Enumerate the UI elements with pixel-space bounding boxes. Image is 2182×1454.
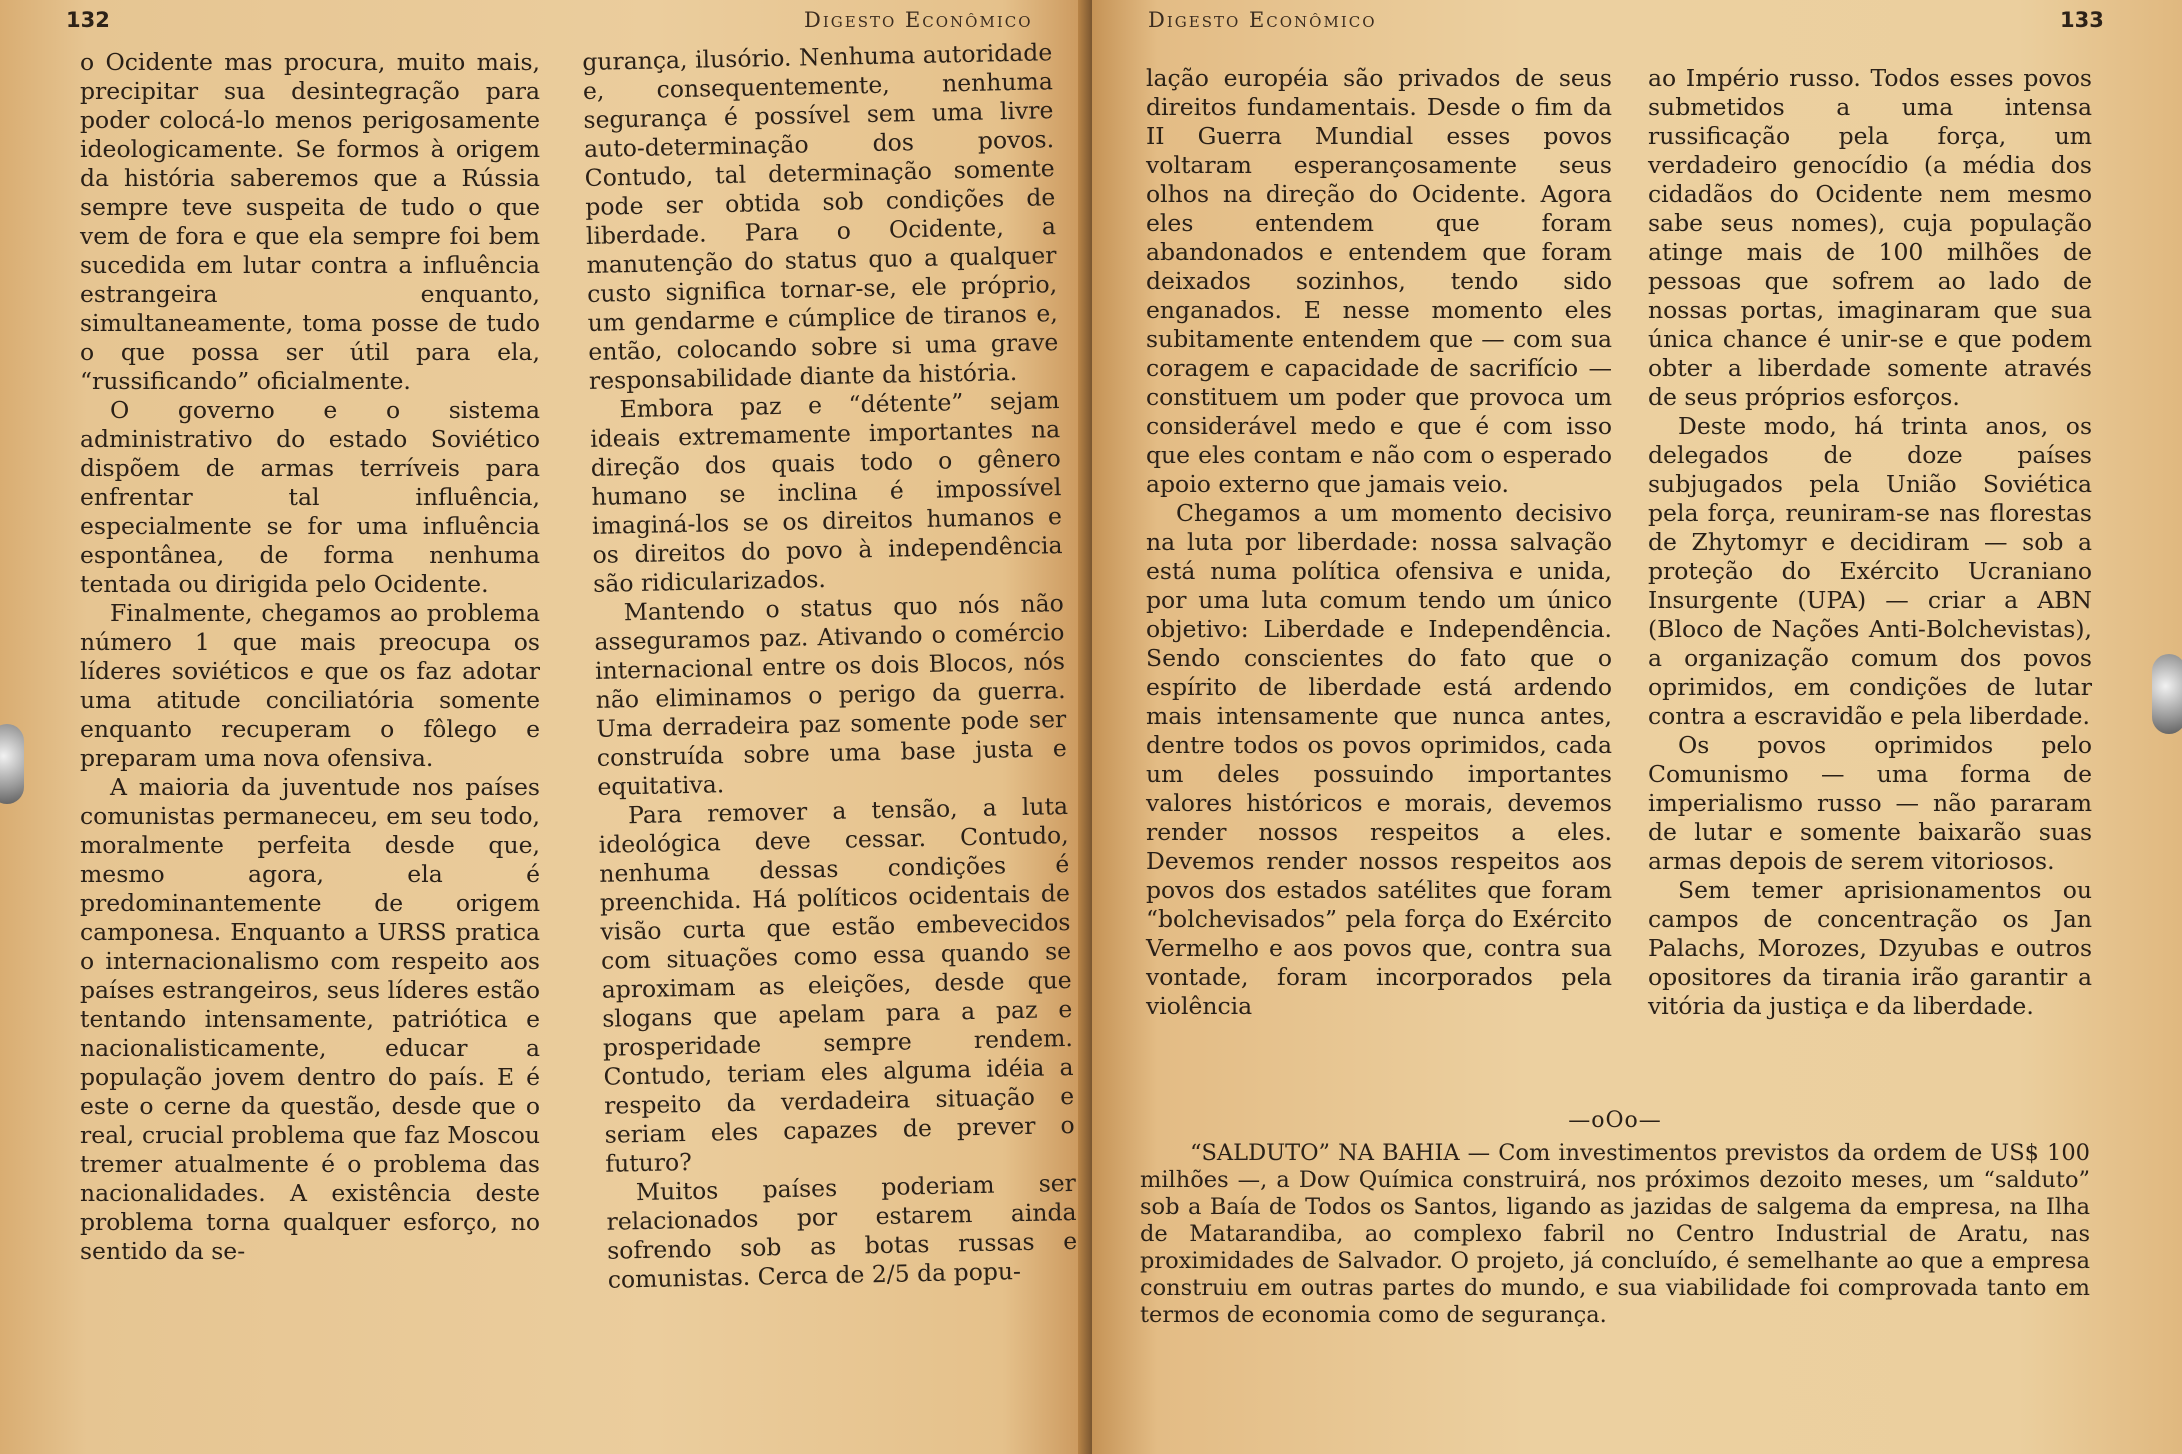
paragraph: gurança, ilusório. Nenhuma autoridade e, consequentemente, nenhuma segurança é possível sem uma livre auto-determinação dos povos. Contudo, tal determinação somente pode ser obtida sob condições de liberdade. Para o Ocidente, a manutenção do status quo a qualquer custo significa tornar-se, ele próprio, um gendarme e cúmplice de tiranos e, então, colocando sobre si uma grave responsabilidade diante da história. bbox=[582, 38, 1059, 395]
paragraph: ao Império russo. Todos esses povos submetidos a uma intensa russificação pela força, um verdadeiro genocídio (a média dos cidadãos do Ocidente nem mesmo sabe seus nomes), cuja população atinge mais de 100 milhões de pessoas que sofrem ao lado de nossas portas, imaginaram que sua única chance é unir-se e que podem obter a liberdade somente através de seus próprios esforços. bbox=[1648, 64, 2092, 411]
running-head-left: Digesto Econômico bbox=[804, 8, 1033, 32]
paragraph: A maioria da juventude nos países comunistas permaneceu, em seu todo, moralmente perfeita desde que, mesmo agora, ela é predominantemente de origem camponesa. Enquanto a URSS pratica o internacionalismo com respeito aos países estrangeiros, seus líderes estão tentando intensamente, patriótica e nacionalisticamente, educar a população jovem dentro do país. E é este o cerne da questão, desde que o real, crucial problema que faz Moscou tremer atualmente é o problema das nacionalidades. A existência deste problema torna qualquer esforço, no sentido da se- bbox=[80, 773, 540, 1265]
paragraph: o Ocidente mas procura, muito mais, precipitar sua desintegração para poder colocá-lo menos perigosamente ideologicamente. Se formos à origem da história saberemos que a Rússia sempre teve suspeita de tudo o que vem de fora e que ela sempre foi bem sucedida em lutar contra a influência estrangeira enquanto, simultaneamente, toma posse de tudo o que possa ser útil para ela, “russificando” oficialmente. bbox=[80, 48, 540, 395]
paragraph: Os povos oprimidos pelo Comunismo — uma forma de imperialismo russo — não pararam de lutar e somente baixarão suas armas depois de serem vitoriosos. bbox=[1648, 731, 2092, 875]
right-page-column-1 bbox=[1146, 64, 1612, 1021]
paragraph: Finalmente, chegamos ao problema número 1 que mais preocupa os líderes soviéticos e que os faz adotar uma atitude conciliatória somente enquanto recuperam o fôlego e preparam uma nova ofensiva. bbox=[80, 599, 540, 772]
news-note bbox=[1140, 1140, 2090, 1329]
news-note-text: “SALDUTO” NA BAHIA — Com investimentos previstos da ordem de US$ 100 milhões —, a Dow Química construirá, nos próximos dezoito meses, um “salduto” sob a Baía de Todos os Santos, ligando as jazidas de salgema da empresa, na Ilha de Matarandiba, ao complexo fabril no Centro Industrial de Aratu, nas proximidades de Salvador. O projeto, já concluído, é semelhante ao que a empresa construiu em outras partes do mundo, e sua viabilidade foi comprovada tanto em termos de economia como de segurança. bbox=[1140, 1140, 2090, 1328]
paragraph: O governo e o sistema administrativo do estado Soviético dispõem de armas terríveis para enfrentar tal influência, especialmente se for uma influência espontânea, de forma nenhuma tentada ou dirigida pelo Ocidente. bbox=[80, 396, 540, 598]
index-tab-right bbox=[2152, 654, 2182, 734]
left-page-column-1 bbox=[80, 48, 540, 1266]
paragraph: Para remover a tensão, a luta ideológica deve cessar. Contudo, nenhuma dessas condições é preenchida. Há políticos ocidentais de visão curta que estão embevecidos com situações como essa quando se aproximam as eleições, desde que slogans que apelam para a paz e prosperidade sempre rendem. Contudo, teriam eles alguma idéia a respeito da verdadeira situação e seriam eles capazes de prever o futuro? bbox=[598, 791, 1075, 1178]
paragraph: Mantendo o status quo nós não asseguramos paz. Ativando o comércio internacional entre os dois Blocos, nós não eliminamos o perigo da guerra. Uma derradeira paz somente pode ser construída sobre uma base justa e equitativa. bbox=[594, 589, 1068, 801]
paragraph: Muitos países poderiam ser relacionados por estarem ainda sofrendo sob as botas russas e comunistas. Cerca de 2/5 da popu- bbox=[606, 1168, 1078, 1294]
section-separator: —oOo— bbox=[1568, 1108, 1662, 1133]
page-number-left: 132 bbox=[66, 8, 110, 32]
right-page-column-2 bbox=[1648, 64, 2092, 1021]
running-head-right: Digesto Econômico bbox=[1148, 8, 1377, 32]
paragraph: Deste modo, há trinta anos, os delegados de doze países subjugados pela União Soviética pela força, reuniram-se nas florestas de Zhytomyr e decidiram — sob a proteção do Exército Ucraniano Insurgente (UPA) — criar a ABN (Bloco de Nações Anti-Bolchevistas), a organização comum dos povos oprimidos, em condições de lutar contra a escravidão e pela liberdade. bbox=[1648, 412, 2092, 730]
paragraph: Embora paz e “détente” sejam ideais extremamente importantes na direção dos quais todo o gênero humano se inclina é impossível imaginá-los se os direitos humanos e os direitos do povo à independência são ridicularizados. bbox=[589, 386, 1063, 598]
page-number-right: 133 bbox=[2060, 8, 2104, 32]
left-page-column-2 bbox=[582, 38, 1078, 1295]
paragraph: Chegamos a um momento decisivo na luta por liberdade: nossa salvação está numa política ofensiva e unida, por uma luta comum tendo um único objetivo: Liberdade e Independência. Sendo conscientes do fato que o espírito de liberdade está ardendo mais intensamente que nunca antes, dentre todos os povos oprimidos, cada um deles possuindo importantes valores históricos e morais, devemos render nossos respeitos a eles. Devemos render nossos respeitos aos povos dos estados satélites que foram “bolchevisados” pela força do Exército Vermelho e aos povos que, contra sua vontade, foram incorporados pela violência bbox=[1146, 499, 1612, 1020]
paragraph: Sem temer aprisionamentos ou campos de concentração os Jan Palachs, Morozes, Dzyubas e outros opositores da tirania irão garantir a vitória da justiça e da liberdade. bbox=[1648, 876, 2092, 1020]
paragraph: lação européia são privados de seus direitos fundamentais. Desde o fim da II Guerra Mundial esses povos voltaram esperançosamente seus olhos na direção do Ocidente. Agora eles entendem que foram abandonados e entendem que foram deixados sozinhos, tendo sido enganados. E nesse momento eles subitamente entendem que — com sua coragem e capacidade de sacrifício — constituem um poder que provoca um considerável medo e que é com isso que eles contam e não com o esperado apoio externo que jamais veio. bbox=[1146, 64, 1612, 498]
left-page bbox=[0, 0, 1090, 1454]
index-tab-left bbox=[0, 724, 24, 804]
